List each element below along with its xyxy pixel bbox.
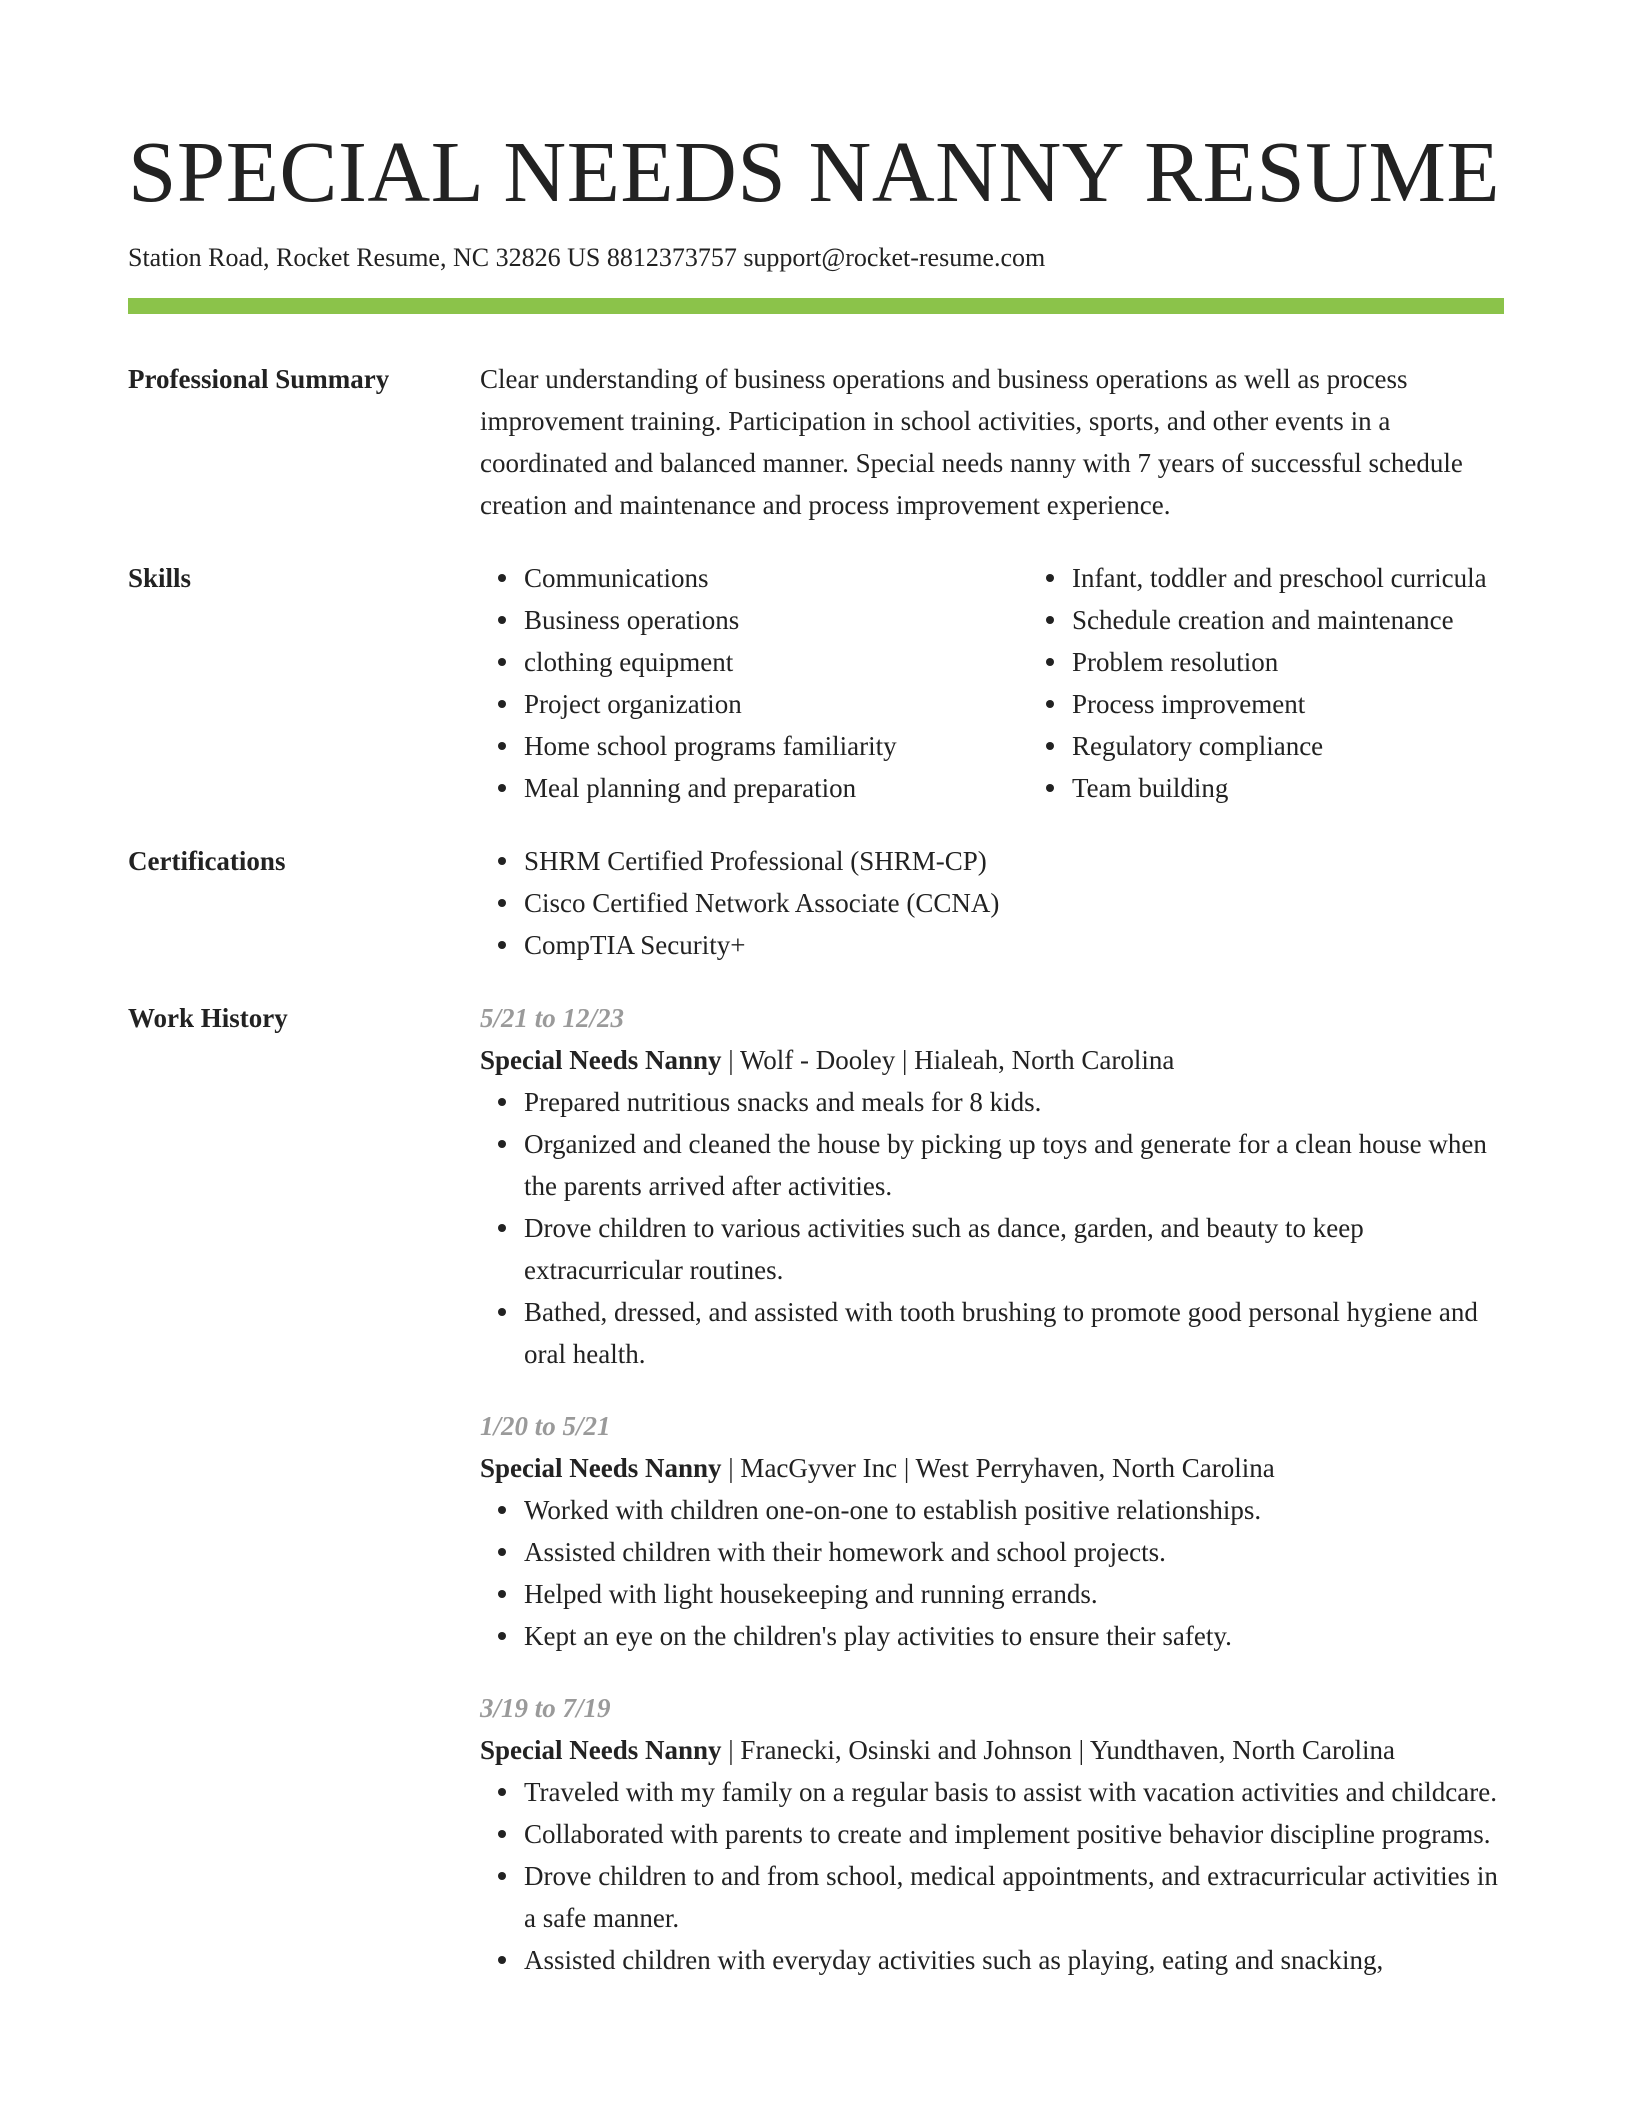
skill-item: Team building	[1072, 767, 1504, 809]
job-bullet: Worked with children one-on-one to establish positive relationships.	[524, 1489, 1504, 1531]
skills-list-left	[480, 557, 1028, 809]
certification-item: SHRM Certified Professional (SHRM-CP)	[524, 840, 1504, 882]
certifications-section	[128, 840, 1504, 966]
job-details: | Wolf - Dooley | Hialeah, North Carolina	[721, 1045, 1175, 1075]
summary-text: Clear understanding of business operations and business operations as well as process improvement training. Participation in school activities, sports, and other events in a coordinated and balanced manner. Special needs nanny with 7 years of successful schedule creation and maintenance and process improvement experience.	[480, 364, 1463, 520]
section-body-professional-summary	[480, 358, 1504, 526]
job-bullet-list	[480, 1771, 1504, 1981]
skill-item: Regulatory compliance	[1072, 725, 1504, 767]
job-bullet: Drove children to various activities such as dance, garden, and beauty to keep extracurricular routines.	[524, 1207, 1504, 1291]
skill-item: Business operations	[524, 599, 1028, 641]
skill-item: Communications	[524, 557, 1028, 599]
certification-item: CompTIA Security+	[524, 924, 1504, 966]
job-details: | Franecki, Osinski and Johnson | Yundthaven, North Carolina	[721, 1735, 1396, 1765]
job-title-line	[480, 1447, 1504, 1489]
job-bullet: Kept an eye on the children's play activities to ensure their safety.	[524, 1615, 1504, 1657]
job-bullet: Organized and cleaned the house by picking up toys and generate for a clean house when the parents arrived after activities.	[524, 1123, 1504, 1207]
accent-divider	[128, 298, 1504, 314]
resume-page	[128, 118, 1504, 1981]
work-history-section	[128, 997, 1504, 1981]
job-dates: 3/19 to 7/19	[480, 1693, 611, 1723]
job-title-line	[480, 1729, 1504, 1771]
skill-item: Schedule creation and maintenance	[1072, 599, 1504, 641]
job-role: Special Needs Nanny	[480, 1453, 722, 1483]
skill-item: Project organization	[524, 683, 1028, 725]
job-bullet: Assisted children with their homework and school projects.	[524, 1531, 1504, 1573]
section-label-certifications: Certifications	[128, 846, 286, 876]
section-label-professional-summary: Professional Summary	[128, 364, 390, 394]
section-label-work-history: Work History	[128, 1003, 288, 1033]
job-bullet: Drove children to and from school, medical appointments, and extracurricular activities in a safe manner.	[524, 1855, 1504, 1939]
job-bullet: Helped with light housekeeping and running errands.	[524, 1573, 1504, 1615]
job-dates: 5/21 to 12/23	[480, 1003, 625, 1033]
job-title-line	[480, 1039, 1504, 1081]
section-label-skills: Skills	[128, 563, 192, 593]
skills-list-right	[1028, 557, 1504, 809]
job-bullet: Assisted children with everyday activities such as playing, eating and snacking,	[524, 1939, 1504, 1981]
job-bullet: Prepared nutritious snacks and meals for 8 kids.	[524, 1081, 1504, 1123]
skills-section	[128, 557, 1504, 809]
job-entry	[480, 1405, 1504, 1657]
job-details: | MacGyver Inc | West Perryhaven, North Carolina	[721, 1453, 1275, 1483]
job-entry	[480, 1687, 1504, 1981]
job-role: Special Needs Nanny	[480, 1735, 722, 1765]
skill-item: Process improvement	[1072, 683, 1504, 725]
skills-columns	[480, 557, 1504, 809]
job-dates: 1/20 to 5/21	[480, 1411, 611, 1441]
job-bullet: Bathed, dressed, and assisted with tooth brushing to promote good personal hygiene and oral health.	[524, 1291, 1504, 1375]
contact-info: Station Road, Rocket Resume, NC 32826 US 8812373757 support@rocket-resume.com	[128, 243, 1046, 272]
job-bullet-list	[480, 1489, 1504, 1657]
section-body-work-history	[480, 997, 1504, 1981]
job-bullet: Collaborated with parents to create and implement positive behavior discipline programs.	[524, 1813, 1504, 1855]
skill-item: Problem resolution	[1072, 641, 1504, 683]
skill-item: Meal planning and preparation	[524, 767, 1028, 809]
skill-item: clothing equipment	[524, 641, 1028, 683]
certifications-list	[480, 840, 1504, 966]
job-entry	[480, 997, 1504, 1375]
certification-item: Cisco Certified Network Associate (CCNA)	[524, 882, 1504, 924]
job-bullet: Traveled with my family on a regular basis to assist with vacation activities and childcare.	[524, 1771, 1504, 1813]
section-body-certifications	[480, 840, 1504, 966]
job-bullet-list	[480, 1081, 1504, 1375]
skill-item: Infant, toddler and preschool curricula	[1072, 557, 1504, 599]
job-role: Special Needs Nanny	[480, 1045, 722, 1075]
resume-title: SPECIAL NEEDS NANNY RESUME	[128, 123, 1501, 220]
skill-item: Home school programs familiarity	[524, 725, 1028, 767]
professional-summary-section	[128, 358, 1504, 526]
